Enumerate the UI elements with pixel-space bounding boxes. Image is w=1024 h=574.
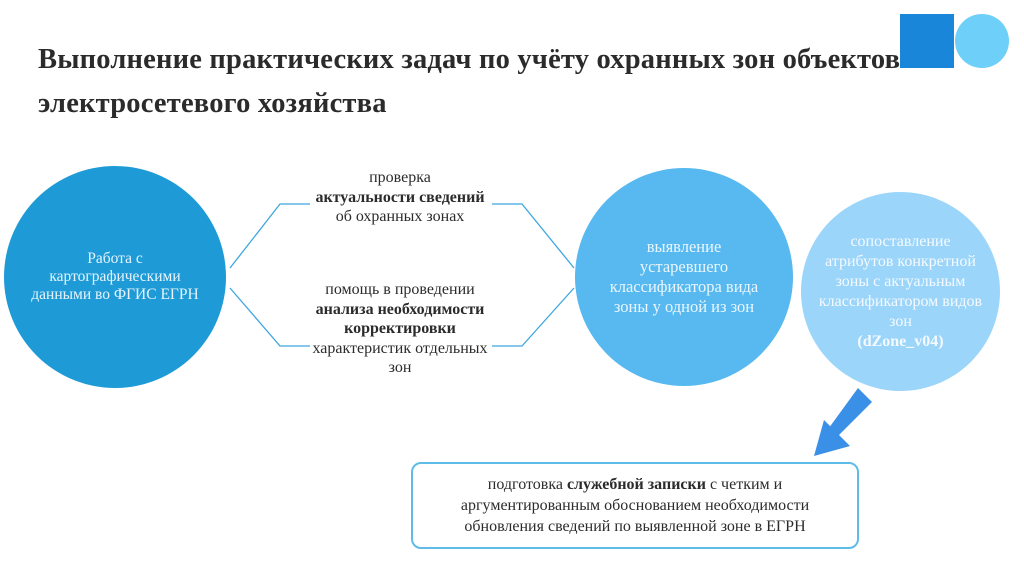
task-check-relevance-post: об охранных зонах <box>335 208 465 225</box>
circle-cartographic-work-text: Работа с картографическими данными во ФГИС ЕГРН <box>31 250 199 303</box>
circle-outdated-classifier <box>575 168 793 386</box>
task-check-relevance-bold: актуальности сведений <box>315 188 485 206</box>
task-check-relevance <box>310 168 490 227</box>
result-post: с четким и аргументированным обоснованием необходимости обновления сведений по выявленной зоне в ЕГРН <box>460 476 810 535</box>
left-bracket-bottom <box>230 288 310 346</box>
result-pre: подготовка <box>487 476 563 493</box>
left-bracket-top <box>230 204 310 268</box>
circle-attribute-comparison-code: (dZone_v04) <box>857 332 944 350</box>
task-check-relevance-pre: проверка <box>369 169 431 186</box>
right-bracket-top <box>492 204 574 268</box>
right-bracket-bottom <box>492 288 574 346</box>
circle-attribute-comparison <box>801 192 1000 391</box>
task-analysis-help-post: характеристик отдельных зон <box>312 339 488 376</box>
circle-attribute-comparison-text: сопоставление атрибутов конкретной зоны с актуальным классификатором видов зон <box>818 232 983 330</box>
task-analysis-help <box>310 280 490 378</box>
result-box <box>411 462 859 549</box>
circle-outdated-classifier-text: выявление устаревшего классификатора вида зоны у одной из зон <box>609 237 759 316</box>
page-title: Выполнение практических задач по учёту охранных зон объектов электросетевого хозяйства <box>38 44 901 119</box>
arrow-down-left-icon <box>814 388 872 456</box>
result-bold: служебной записки <box>566 476 706 493</box>
task-analysis-help-pre: помощь в проведении <box>325 281 475 298</box>
task-analysis-help-bold: анализа необходимости корректировки <box>315 300 485 337</box>
